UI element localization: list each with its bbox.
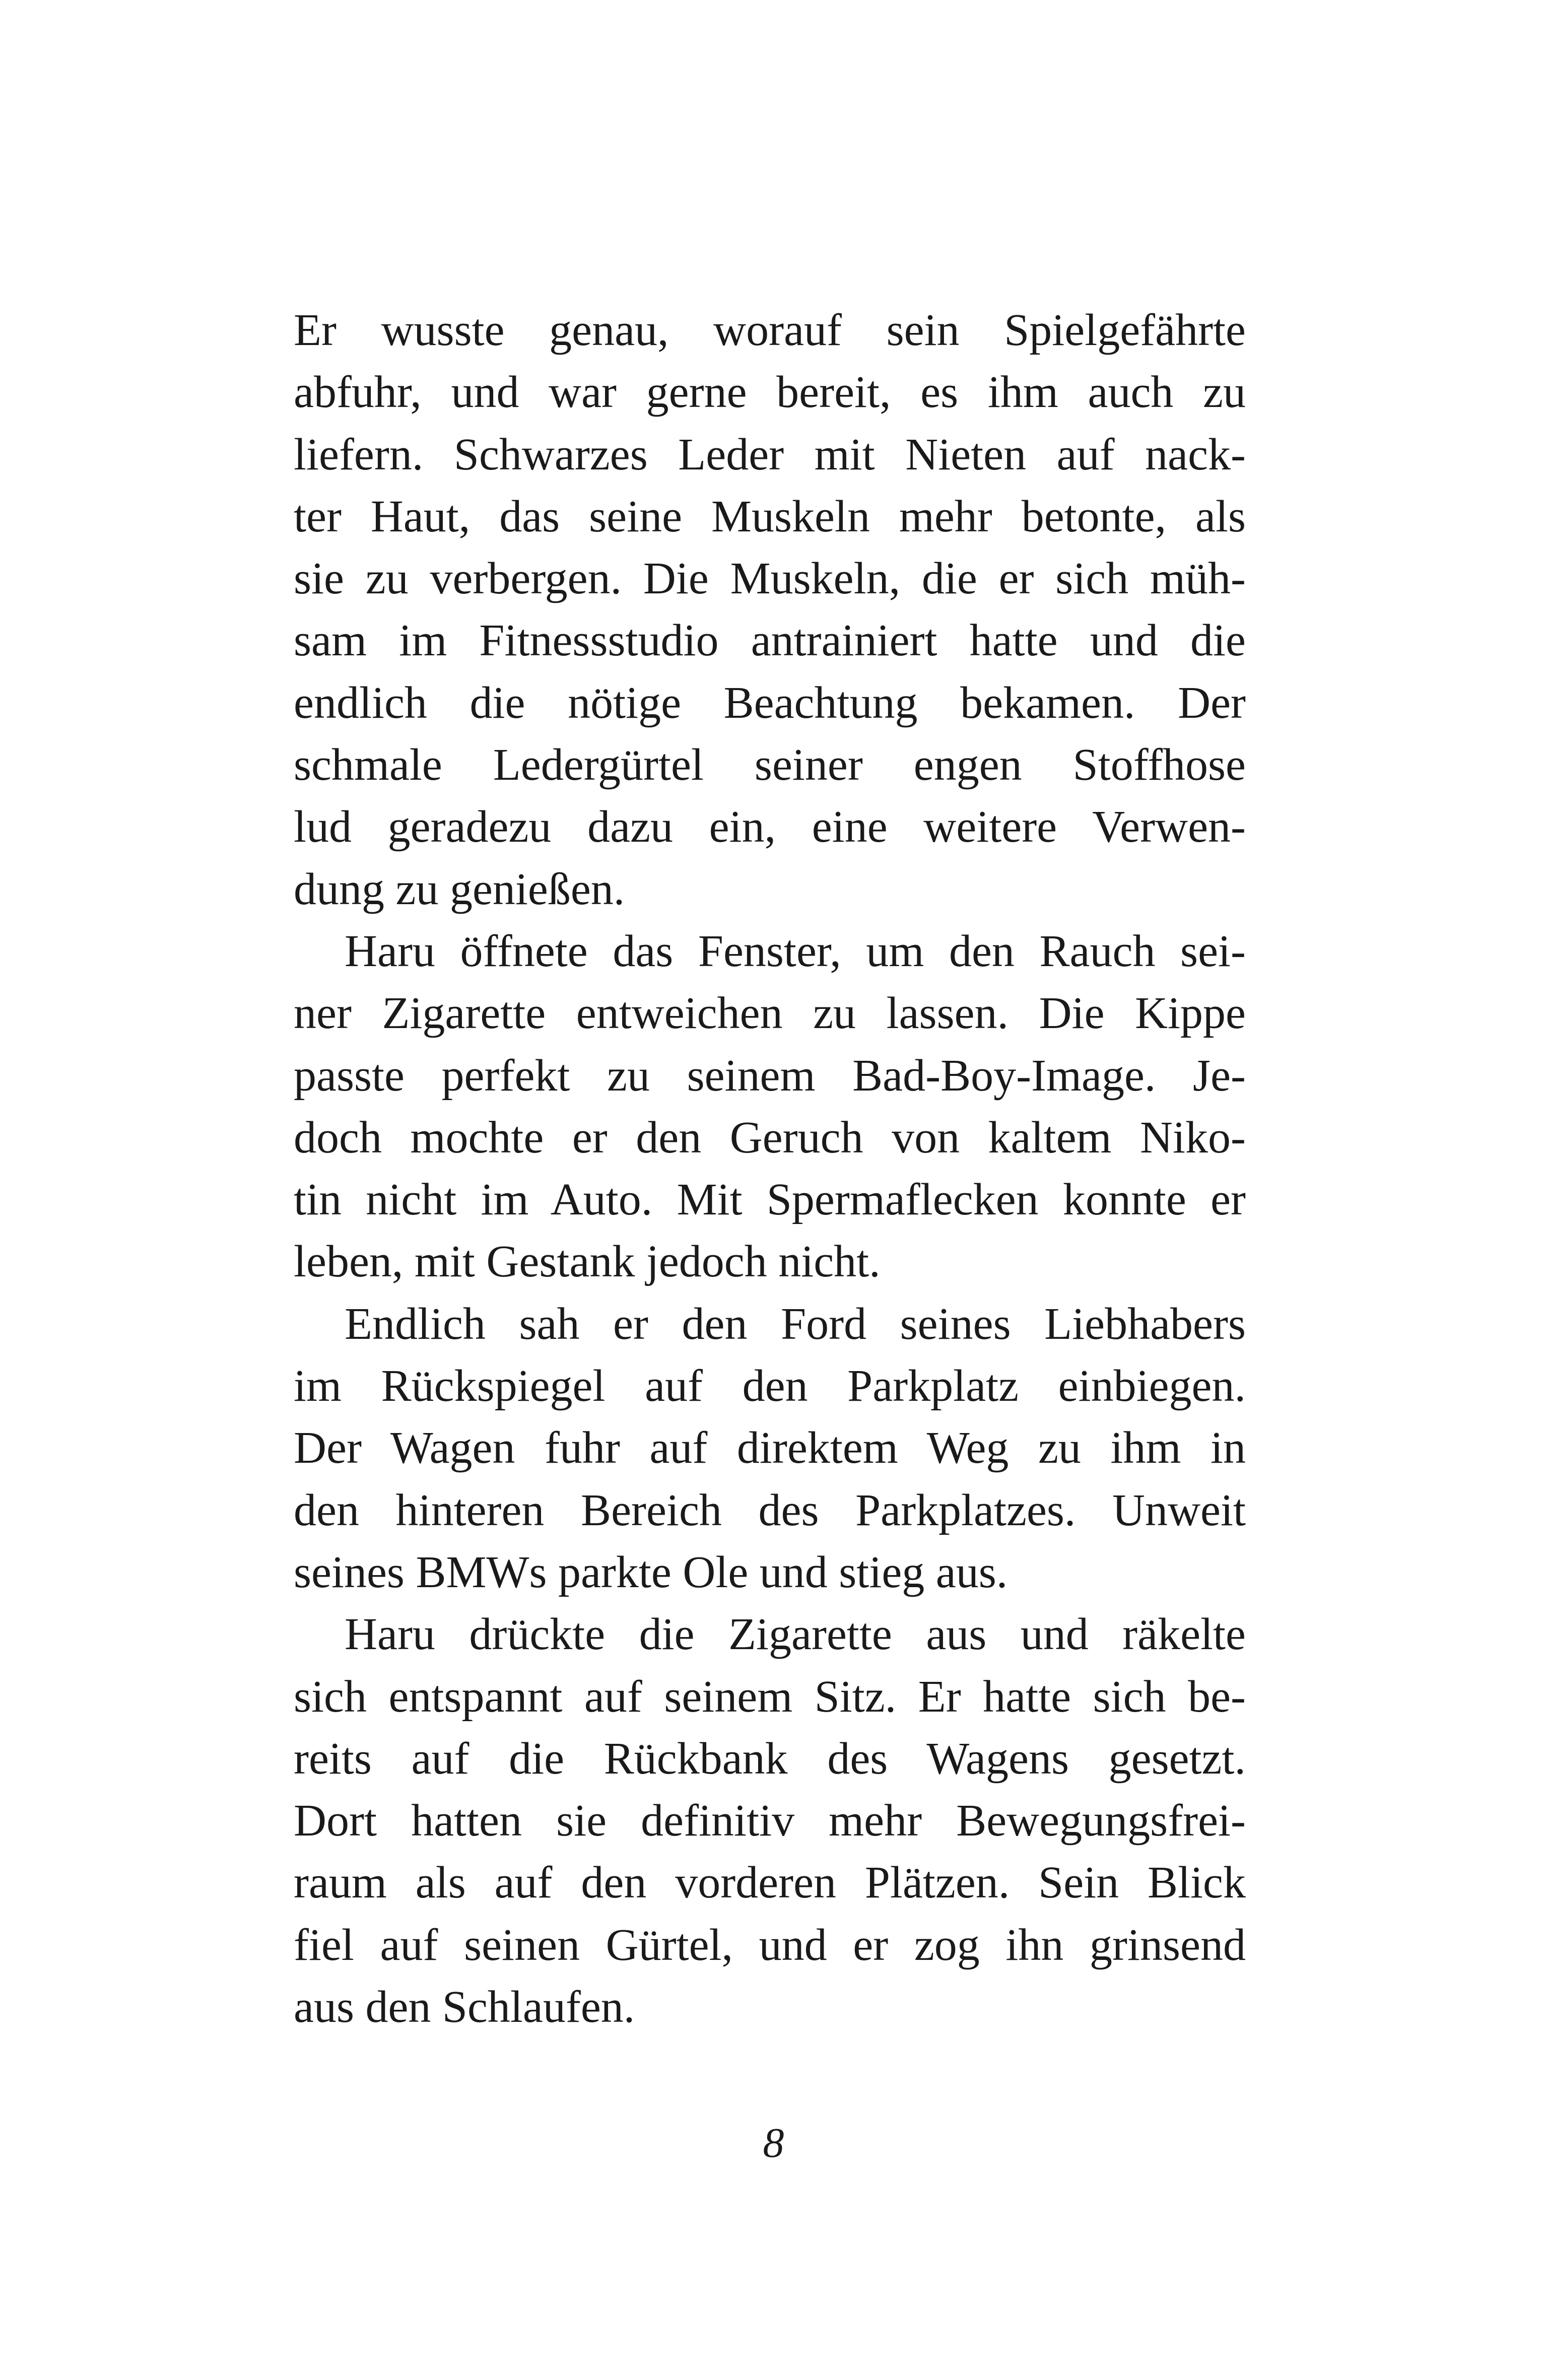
page-number: 8 bbox=[763, 2120, 784, 2166]
text-line: ter Haut, das seine Muskeln mehr betonte, als bbox=[294, 491, 1246, 541]
text-line: tin nicht im Auto. Mit Spermaflecken konnte er bbox=[294, 1175, 1246, 1225]
text-line: aus den Schlaufen. bbox=[294, 1982, 635, 2032]
text-line: sam im Fitnessstudio antrainiert hatte und die bbox=[294, 616, 1246, 666]
text-line: passte perfekt zu seinem Bad-Boy-Image. Je- bbox=[294, 1050, 1246, 1101]
paragraph-4 bbox=[294, 1603, 1246, 2038]
text-line: Endlich sah er den Ford seines Liebhabers bbox=[345, 1299, 1246, 1349]
paragraph-1 bbox=[294, 299, 1246, 920]
text-line: raum als auf den vorderen Plätzen. Sein Blick bbox=[294, 1858, 1246, 1908]
text-line: abfuhr, und war gerne bereit, es ihm auch zu bbox=[294, 367, 1246, 418]
text-line: Haru drückte die Zigarette aus und räkelte bbox=[345, 1609, 1246, 1660]
text-line: Der Wagen fuhr auf direktem Weg zu ihm in bbox=[294, 1423, 1246, 1473]
text-line: reits auf die Rückbank des Wagens gesetzt. bbox=[294, 1733, 1246, 1784]
paragraph-2 bbox=[294, 920, 1246, 1293]
text-line: sich entspannt auf seinem Sitz. Er hatte sich be- bbox=[294, 1671, 1246, 1722]
text-line: leben, mit Gestank jedoch nicht. bbox=[294, 1237, 881, 1287]
body-text bbox=[294, 299, 1246, 2038]
text-line: Er wusste genau, worauf sein Spielgefährte bbox=[294, 305, 1246, 355]
text-line: Haru öffnete das Fenster, um den Rauch sei- bbox=[345, 926, 1246, 976]
text-line: ner Zigarette entweichen zu lassen. Die Kippe bbox=[294, 988, 1246, 1039]
text-line: fiel auf seinen Gürtel, und er zog ihn grinsend bbox=[294, 1920, 1246, 1970]
text-line: den hinteren Bereich des Parkplatzes. Unweit bbox=[294, 1485, 1246, 1535]
text-line: endlich die nötige Beachtung bekamen. Der bbox=[294, 677, 1246, 728]
text-line: lud geradezu dazu ein, eine weitere Verwen- bbox=[294, 802, 1246, 852]
text-line: seines BMWs parkte Ole und stieg aus. bbox=[294, 1547, 1008, 1597]
text-line: liefern. Schwarzes Leder mit Nieten auf nack- bbox=[294, 429, 1246, 480]
text-line: sie zu verbergen. Die Muskeln, die er sich müh- bbox=[294, 554, 1246, 604]
text-line: schmale Ledergürtel seiner engen Stoffhose bbox=[294, 740, 1246, 790]
paragraph-3 bbox=[294, 1293, 1246, 1603]
text-line: dung zu genießen. bbox=[294, 864, 625, 914]
text-line: im Rückspiegel auf den Parkplatz einbiegen. bbox=[294, 1361, 1246, 1411]
text-line: doch mochte er den Geruch von kaltem Niko- bbox=[294, 1112, 1246, 1163]
text-line: Dort hatten sie definitiv mehr Bewegungsfrei- bbox=[294, 1796, 1246, 1846]
